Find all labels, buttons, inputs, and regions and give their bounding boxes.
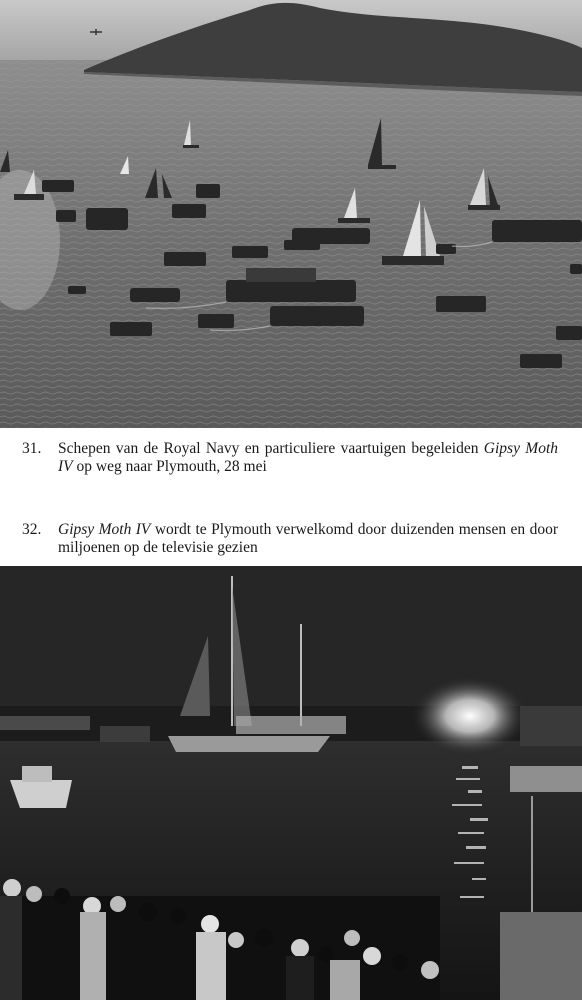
boat-name: Gipsy Moth IV (58, 440, 559, 475)
crowd (0, 879, 440, 1000)
photo-flotilla-image (0, 0, 582, 428)
caption-32 (22, 521, 558, 557)
boat-name: Gipsy Moth IV (58, 521, 151, 538)
caption-number: 31. (22, 440, 42, 457)
photo-flotilla (0, 0, 582, 428)
caption-text-part: Schepen van de Royal Navy en particuliere vaartuigen begeleiden (58, 440, 484, 457)
photo-harbour-night (0, 566, 582, 1000)
caption-text (58, 521, 558, 557)
photo-harbour-night-image (0, 566, 582, 1000)
caption-31 (22, 440, 558, 476)
floodlight (410, 676, 530, 756)
caption-text-part: wordt te Plymouth verwelkomd door duizenden mensen en door miljoenen op de televisie gezien (58, 521, 558, 556)
caption-text (58, 440, 558, 476)
caption-number: 32. (22, 521, 42, 538)
caption-text-part: op weg naar Plymouth, 28 mei (72, 458, 267, 475)
